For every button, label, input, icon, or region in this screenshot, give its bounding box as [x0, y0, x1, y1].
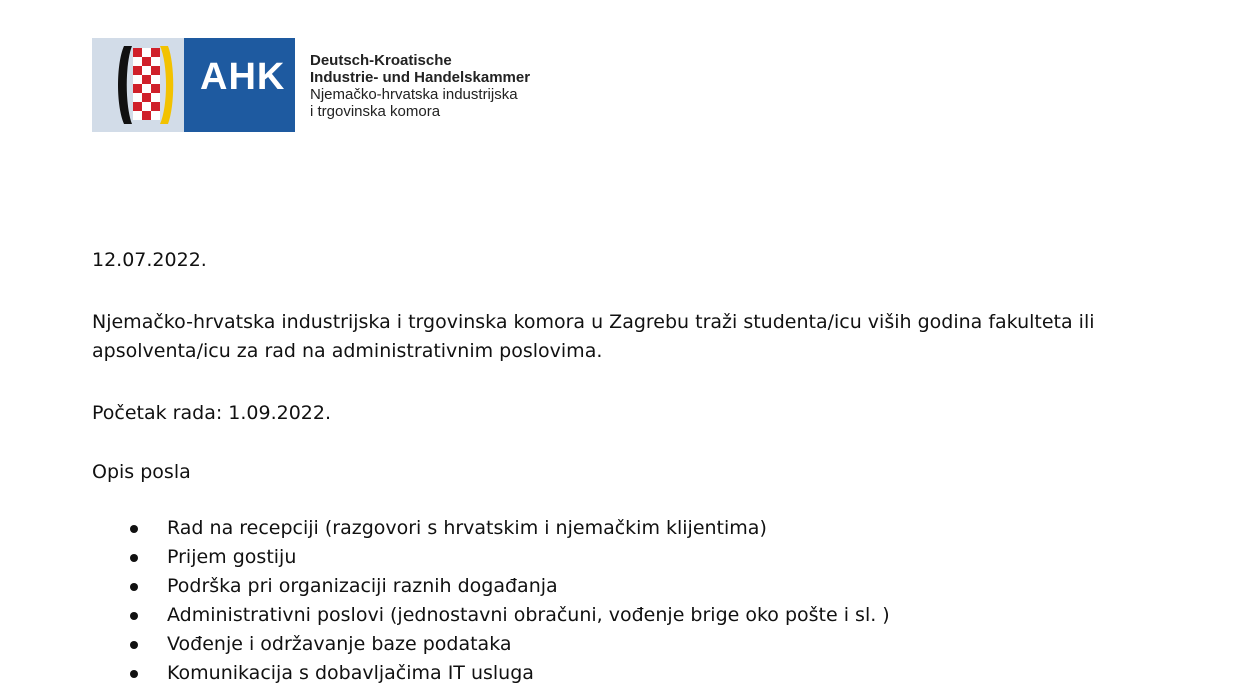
list-item-text: Administrativni poslovi (jednostavni obračuni, vođenje brige oko pošte i sl. ) — [167, 604, 890, 626]
logo-brand-text: AHK — [200, 56, 286, 98]
logo-line-3: Njemačko-hrvatska industrijska — [310, 86, 518, 103]
list-item-text: Rad na recepciji (razgovori s hrvatskim i njemačkim klijentima) — [167, 517, 767, 539]
list-item — [92, 543, 890, 572]
logo-line-4: i trgovinska komora — [310, 103, 441, 120]
start-date: Početak rada: 1.09.2022. — [92, 402, 332, 424]
checkerboard-emblem-icon — [110, 44, 176, 126]
bullet-icon — [130, 583, 138, 591]
logo-mark — [92, 38, 295, 132]
logo-line-2: Industrie- und Handelskammer — [310, 69, 531, 86]
bullet-icon — [130, 670, 138, 678]
list-item — [92, 514, 890, 543]
list-item — [92, 630, 890, 659]
list-item-text: Prijem gostiju — [167, 546, 297, 568]
list-item — [92, 601, 890, 630]
logo-chamber-name — [310, 52, 530, 120]
intro-paragraph: Njemačko-hrvatska industrijska i trgovinska komora u Zagrebu traži studenta/icu viših godina fakulteta ili apsolventa/icu za rad na administrativnim poslovima. — [92, 311, 1095, 362]
bullet-icon — [130, 525, 138, 533]
list-item — [92, 572, 890, 601]
ahk-logo — [92, 38, 552, 132]
duties-list — [92, 514, 890, 688]
job-description-title: Opis posla — [92, 461, 191, 483]
bullet-icon — [130, 612, 138, 620]
list-item-text: Komunikacija s dobavljačima IT usluga — [167, 662, 534, 684]
list-item-text: Vođenje i održavanje baze podataka — [167, 633, 512, 655]
document-date: 12.07.2022. — [92, 249, 207, 271]
list-item — [92, 659, 890, 688]
bullet-icon — [130, 641, 138, 649]
bullet-icon — [130, 554, 138, 562]
logo-line-1: Deutsch-Kroatische — [310, 52, 452, 69]
list-item-text: Podrška pri organizaciji raznih događanja — [167, 575, 558, 597]
